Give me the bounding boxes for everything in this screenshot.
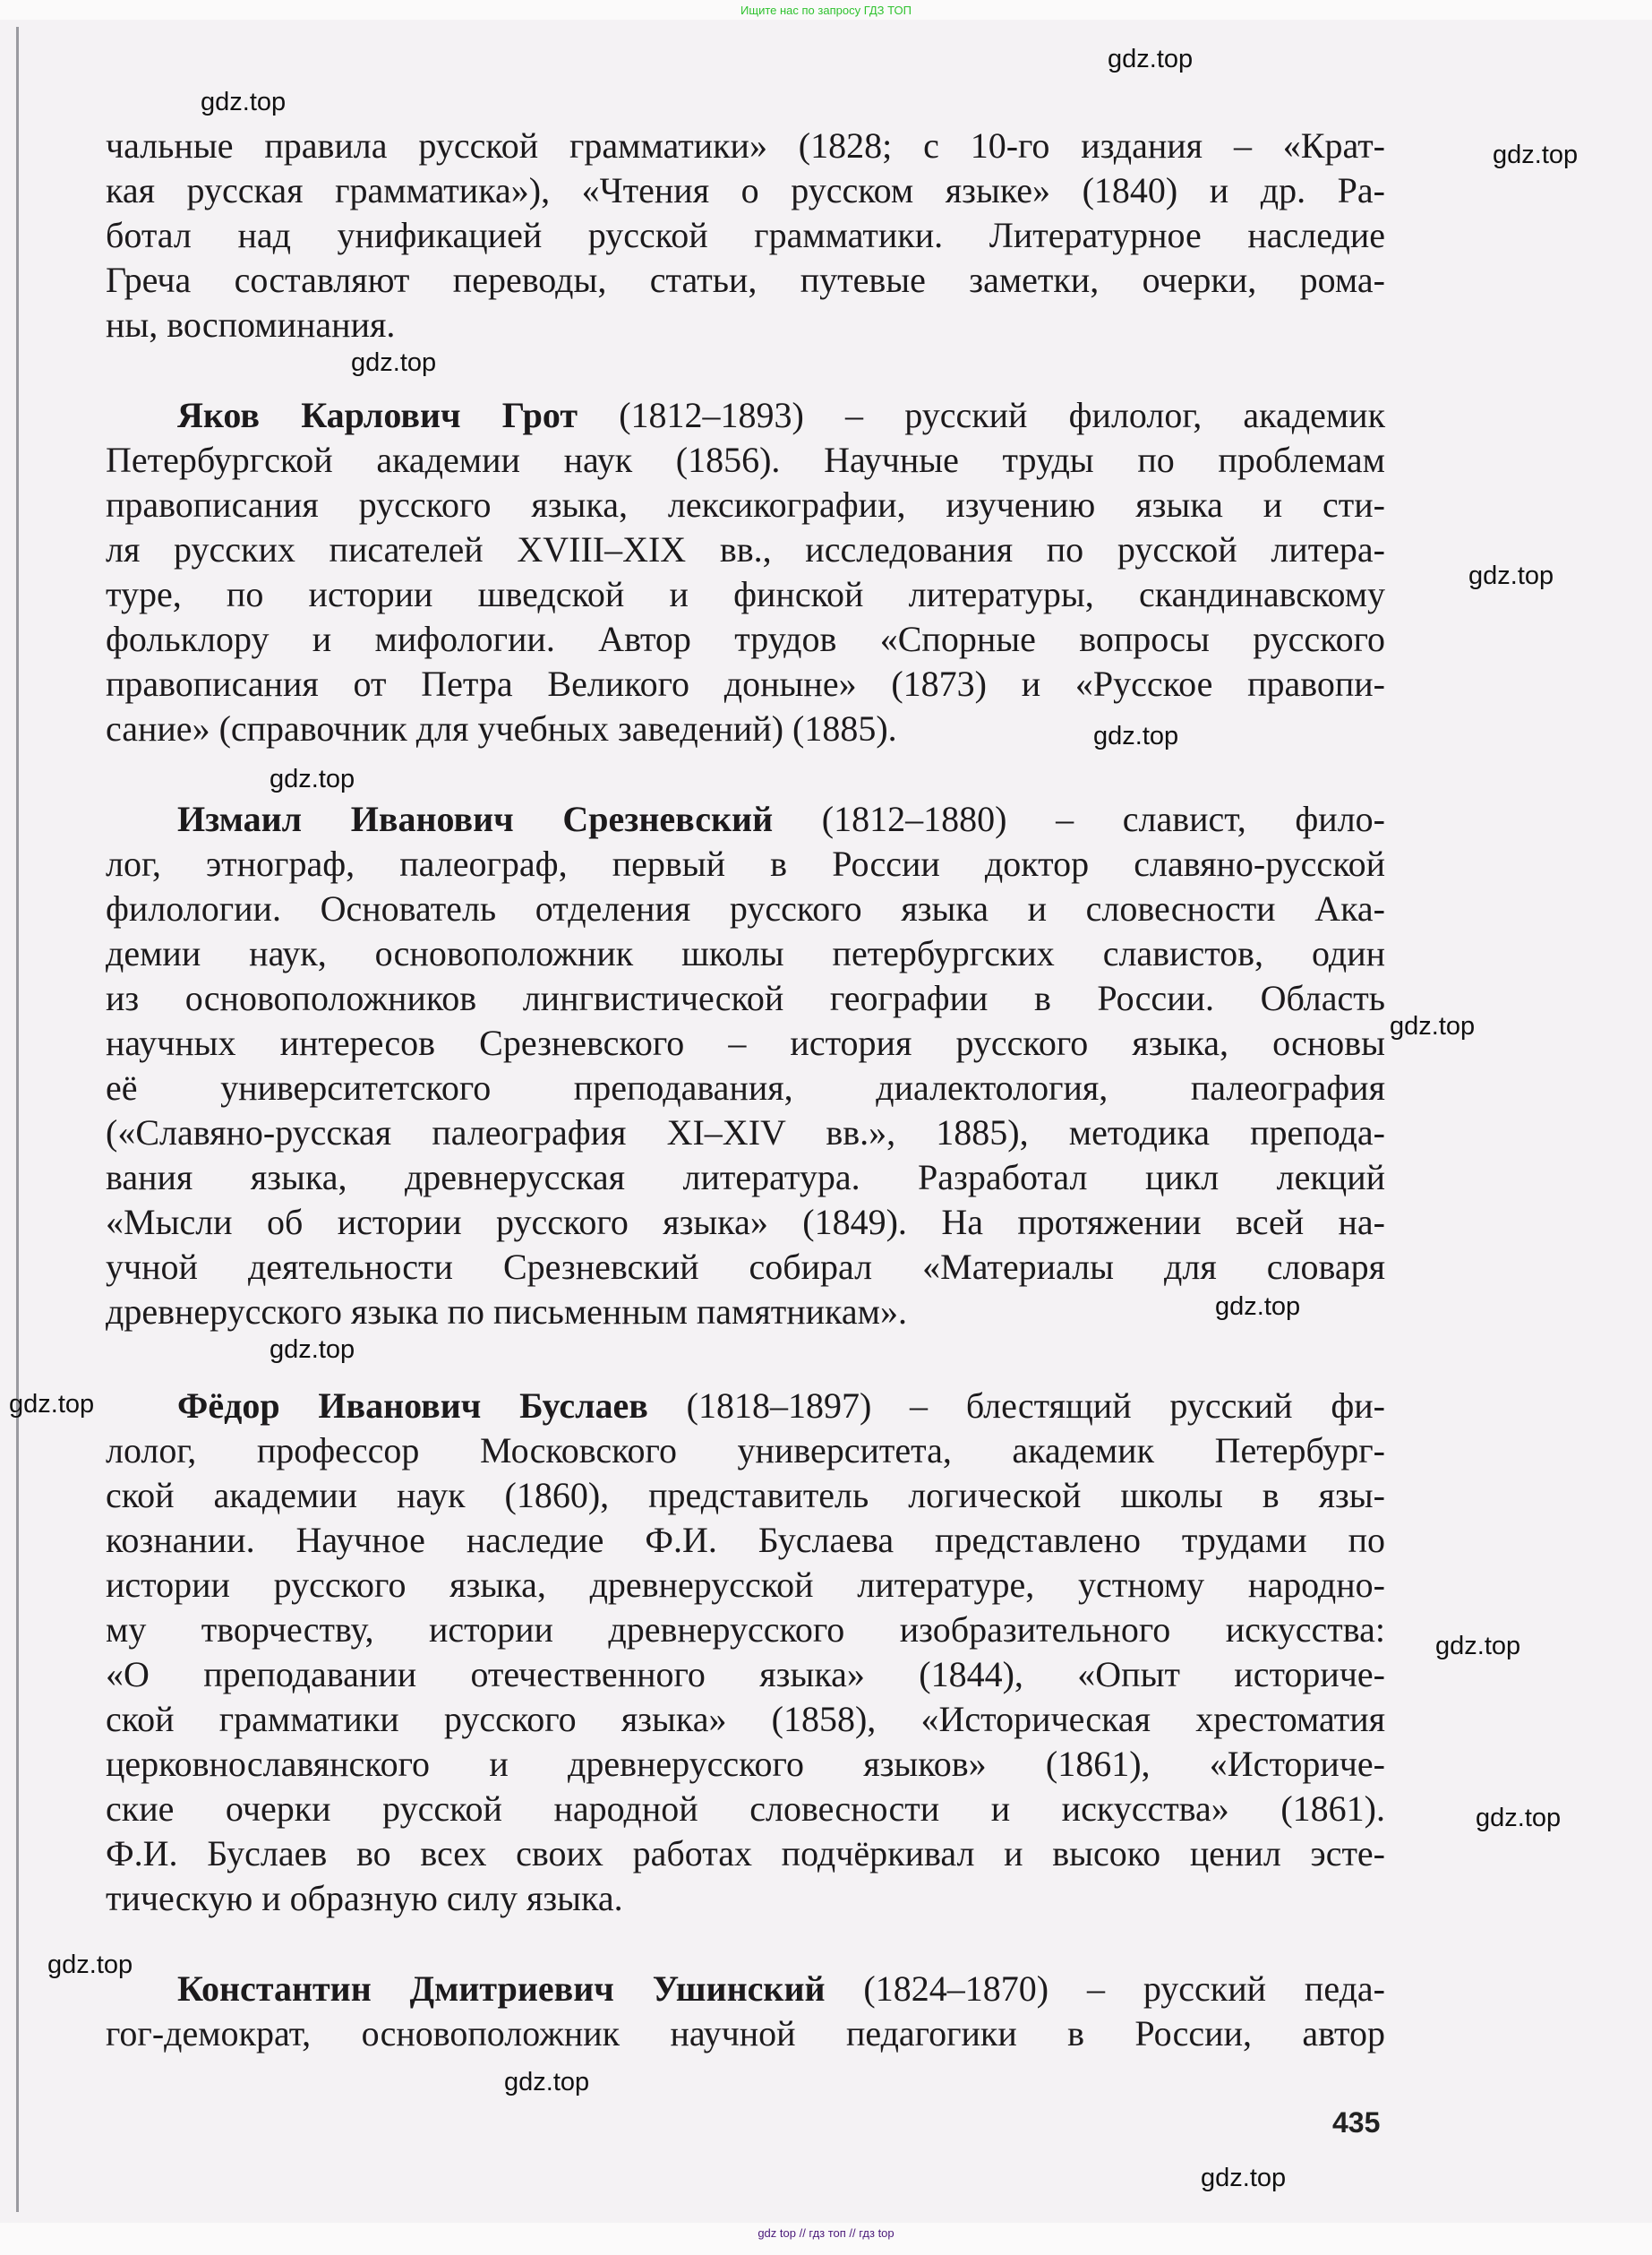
text-line bbox=[106, 1967, 1385, 2011]
paragraph-buslaev bbox=[106, 1384, 1385, 1921]
text-line bbox=[106, 393, 1385, 438]
watermark-text: gdz.top bbox=[1493, 141, 1579, 169]
text-line: кознании. Научное наследие Ф.И. Буслаева представлено трудами по bbox=[106, 1520, 1385, 1560]
watermark-text: gdz.top bbox=[351, 348, 437, 377]
text-span: (1824–1870) – русский педа- bbox=[825, 1968, 1385, 2009]
watermark-text: gdz.top bbox=[270, 1335, 355, 1364]
watermark-text: gdz.top bbox=[1435, 1632, 1521, 1660]
top-banner[interactable]: Ищите нас по запросу ГДЗ ТОП bbox=[740, 4, 912, 17]
text-line: лолог, профессор Московского университета, академик Петербург- bbox=[106, 1430, 1385, 1470]
text-line: «О преподавании отечественного языка» (1844), «Опыт историче- bbox=[106, 1654, 1385, 1694]
text-line: Ф.И. Буслаев во всех своих работах подчёркивал и высоко ценил эсте- bbox=[106, 1833, 1385, 1873]
page-number: 435 bbox=[1332, 2106, 1381, 2139]
text-span: (1812–1880) – славист, фило- bbox=[773, 799, 1385, 839]
text-line: древнерусского языка по письменным памятникам». bbox=[106, 1291, 907, 1332]
text-line: лог, этнограф, палеограф, первый в России доктор славяно-русской bbox=[106, 844, 1385, 884]
paragraph-sreznevsky bbox=[106, 797, 1385, 1334]
text-line: кая русская грамматика»), «Чтения о русском языке» (1840) и др. Ра- bbox=[106, 170, 1385, 210]
watermark-text: gdz.top bbox=[1093, 722, 1179, 750]
text-line: Греча составляют переводы, статьи, путевые заметки, очерки, рома- bbox=[106, 260, 1385, 300]
text-line: ля русских писателей XVIII–XIX вв., исследования по русской литера- bbox=[106, 529, 1385, 570]
text-line: правописания русского языка, лексикографии, изучению языка и сти- bbox=[106, 484, 1385, 525]
text-line: «Мысли об истории русского языка» (1849). На протяжении всей на- bbox=[106, 1202, 1385, 1242]
text-span: (1818–1897) – блестящий русский фи- bbox=[647, 1385, 1385, 1426]
watermark-text: gdz.top bbox=[1201, 2164, 1287, 2192]
watermark-text: gdz.top bbox=[1108, 45, 1194, 73]
text-line: вания языка, древнерусская литература. Разработал цикл лекций bbox=[106, 1157, 1385, 1197]
watermark-text: gdz.top bbox=[270, 765, 355, 793]
text-line: тическую и образную силу языка. bbox=[106, 1878, 623, 1918]
text-line: ны, воспоминания. bbox=[106, 304, 396, 345]
text-line: му творчеству, истории древнерусского изобразительного искусства: bbox=[106, 1609, 1385, 1650]
person-name: Яков Карлович Грот bbox=[177, 395, 578, 435]
watermark-text: gdz.top bbox=[1468, 562, 1554, 590]
text-line: филологии. Основатель отделения русского языка и словесности Ака- bbox=[106, 888, 1385, 929]
person-name: Измаил Иванович Срезневский bbox=[177, 799, 774, 839]
watermark-text: gdz.top bbox=[1476, 1804, 1562, 1832]
watermark-text: gdz.top bbox=[47, 1951, 133, 1979]
text-line: ской грамматики русского языка» (1858), «Историческая хрестоматия bbox=[106, 1699, 1385, 1739]
text-line: правописания от Петра Великого доныне» (1873) и «Русское правопи- bbox=[106, 664, 1385, 704]
text-line: ботал над унификацией русской грамматики. Литературное наследие bbox=[106, 215, 1385, 255]
text-line: учной деятельности Срезневский собирал «Материалы для словаря bbox=[106, 1247, 1385, 1287]
watermark-text: gdz.top bbox=[1390, 1012, 1476, 1041]
text-line: её университетского преподавания, диалектология, палеография bbox=[106, 1067, 1385, 1108]
text-line: чальные правила русской грамматики» (1828; с 10-го издания – «Крат- bbox=[106, 125, 1385, 166]
watermark-text: gdz.top bbox=[1215, 1292, 1301, 1321]
text-line: («Славяно-русская палеография XI–XIV вв.», 1885), методика препода- bbox=[106, 1112, 1385, 1153]
page-edge bbox=[16, 27, 19, 2212]
text-line: гог-демократ, основоположник научной педагогики в России, автор bbox=[106, 2013, 1385, 2054]
watermark-text: gdz.top bbox=[201, 88, 287, 116]
watermark-text: gdz.top bbox=[9, 1390, 95, 1419]
footer-watermark[interactable]: gdz top // гдз топ // гдз top bbox=[758, 2226, 894, 2240]
paragraph-grech-continuation bbox=[106, 124, 1385, 347]
person-name: Фёдор Иванович Буслаев bbox=[177, 1385, 648, 1426]
text-line: церковнославянского и древнерусского языков» (1861), «Историче- bbox=[106, 1744, 1385, 1784]
text-line: научных интересов Срезневского – история русского языка, основы bbox=[106, 1023, 1385, 1063]
text-line: Петербургской академии наук (1856). Научные труды по проблемам bbox=[106, 440, 1385, 480]
text-line: ские очерки русской народной словесности и искусства» (1861). bbox=[106, 1788, 1385, 1829]
text-line bbox=[106, 797, 1385, 842]
text-line: сание» (справочник для учебных заведений) (1885). bbox=[106, 708, 897, 749]
text-span: (1812–1893) – русский филолог, академик bbox=[578, 395, 1386, 435]
text-line: ской академии наук (1860), представитель логической школы в язы- bbox=[106, 1475, 1385, 1515]
text-line: демии наук, основоположник школы петербургских славистов, один bbox=[106, 933, 1385, 973]
paragraph-grot bbox=[106, 393, 1385, 751]
paragraph-ushinsky bbox=[106, 1967, 1385, 2056]
text-line: истории русского языка, древнерусской литературе, устному народно- bbox=[106, 1565, 1385, 1605]
text-line: из основоположников лингвистической географии в России. Область bbox=[106, 978, 1385, 1018]
text-line: фольклору и мифологии. Автор трудов «Спорные вопросы русского bbox=[106, 619, 1385, 659]
text-line: туре, по истории шведской и финской литературы, скандинавскому bbox=[106, 574, 1385, 614]
person-name: Константин Дмитриевич Ушинский bbox=[177, 1968, 826, 2009]
text-line bbox=[106, 1384, 1385, 1428]
watermark-text: gdz.top bbox=[504, 2068, 590, 2096]
